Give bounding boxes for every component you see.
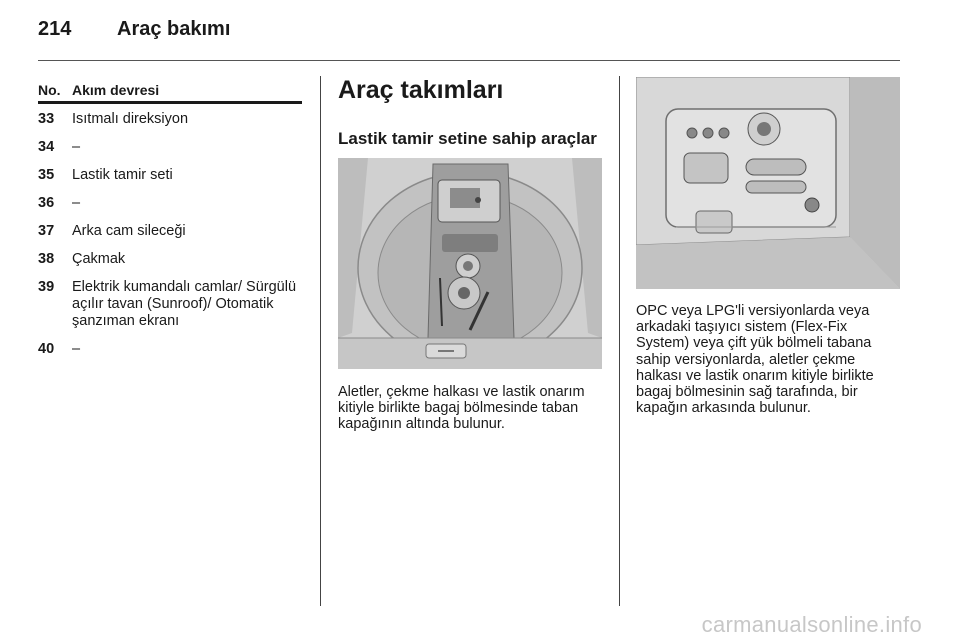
table-row <box>38 251 302 279</box>
tool-location-paragraph: Aletler, çekme halkası ve lastik onarım kitiyle birlikte bagaj bölmesinde taban kapağının altında bulunur. <box>338 384 585 433</box>
fuse-circuit: – <box>72 139 81 155</box>
fuse-circuit: Arka cam sileceği <box>72 223 186 239</box>
fuse-number: 35 <box>38 167 55 183</box>
header-divider <box>38 60 900 61</box>
watermark: carmanualsonline.info <box>701 612 922 637</box>
fuse-circuit: – <box>72 341 81 357</box>
column-divider-left <box>320 76 321 606</box>
fuse-number: 38 <box>38 251 55 267</box>
trunk-side-compartment-illustration <box>636 77 900 289</box>
column-divider-right <box>619 76 620 606</box>
table-row <box>38 341 302 369</box>
fuse-circuit: Elektrik kumandalı camlar/ Sürgülü açılır tavan (Sunroof)/ Otomatik şanzıman ekranı <box>72 279 297 329</box>
table-row <box>38 195 302 223</box>
table-row <box>38 279 302 341</box>
fuse-number: 34 <box>38 139 55 155</box>
page-number: 214 <box>38 18 72 40</box>
fuse-number: 40 <box>38 341 55 357</box>
section-subtitle: Lastik tamir setine sahip araçlar <box>338 129 597 148</box>
table-row <box>38 167 302 195</box>
fuse-number: 33 <box>38 111 55 127</box>
page-title: Araç bakımı <box>117 18 231 40</box>
fuse-table <box>38 111 302 369</box>
table-row <box>38 139 302 167</box>
column-header-circuit: Akım devresi <box>72 82 160 98</box>
table-header-divider <box>38 101 302 104</box>
section-title: Araç takımları <box>338 76 504 104</box>
column-header-no: No. <box>38 82 61 98</box>
table-row <box>38 223 302 251</box>
fuse-number: 36 <box>38 195 55 211</box>
fuse-circuit: Lastik tamir seti <box>72 167 173 183</box>
fuse-number: 37 <box>38 223 55 239</box>
opc-lpg-paragraph: OPC veya LPG'li versiyonlarda veya arkadaki taşıyıcı sistem (Flex-Fix System) veya çift yük bölmeli tabana sahip versiyonlarda, aletler çekme halkası ve lastik onarım kitiyle birlikte bagaj bölmesinin sağ tarafında, bir kapağın arkasında bulunur. <box>636 303 874 417</box>
fuse-circuit: – <box>72 195 81 211</box>
fuse-number: 39 <box>38 279 55 295</box>
fuse-circuit: Çakmak <box>72 251 126 267</box>
fuse-circuit: Isıtmalı direksiyon <box>72 111 189 127</box>
spare-wheel-well-illustration <box>338 158 602 369</box>
table-row <box>38 111 302 139</box>
